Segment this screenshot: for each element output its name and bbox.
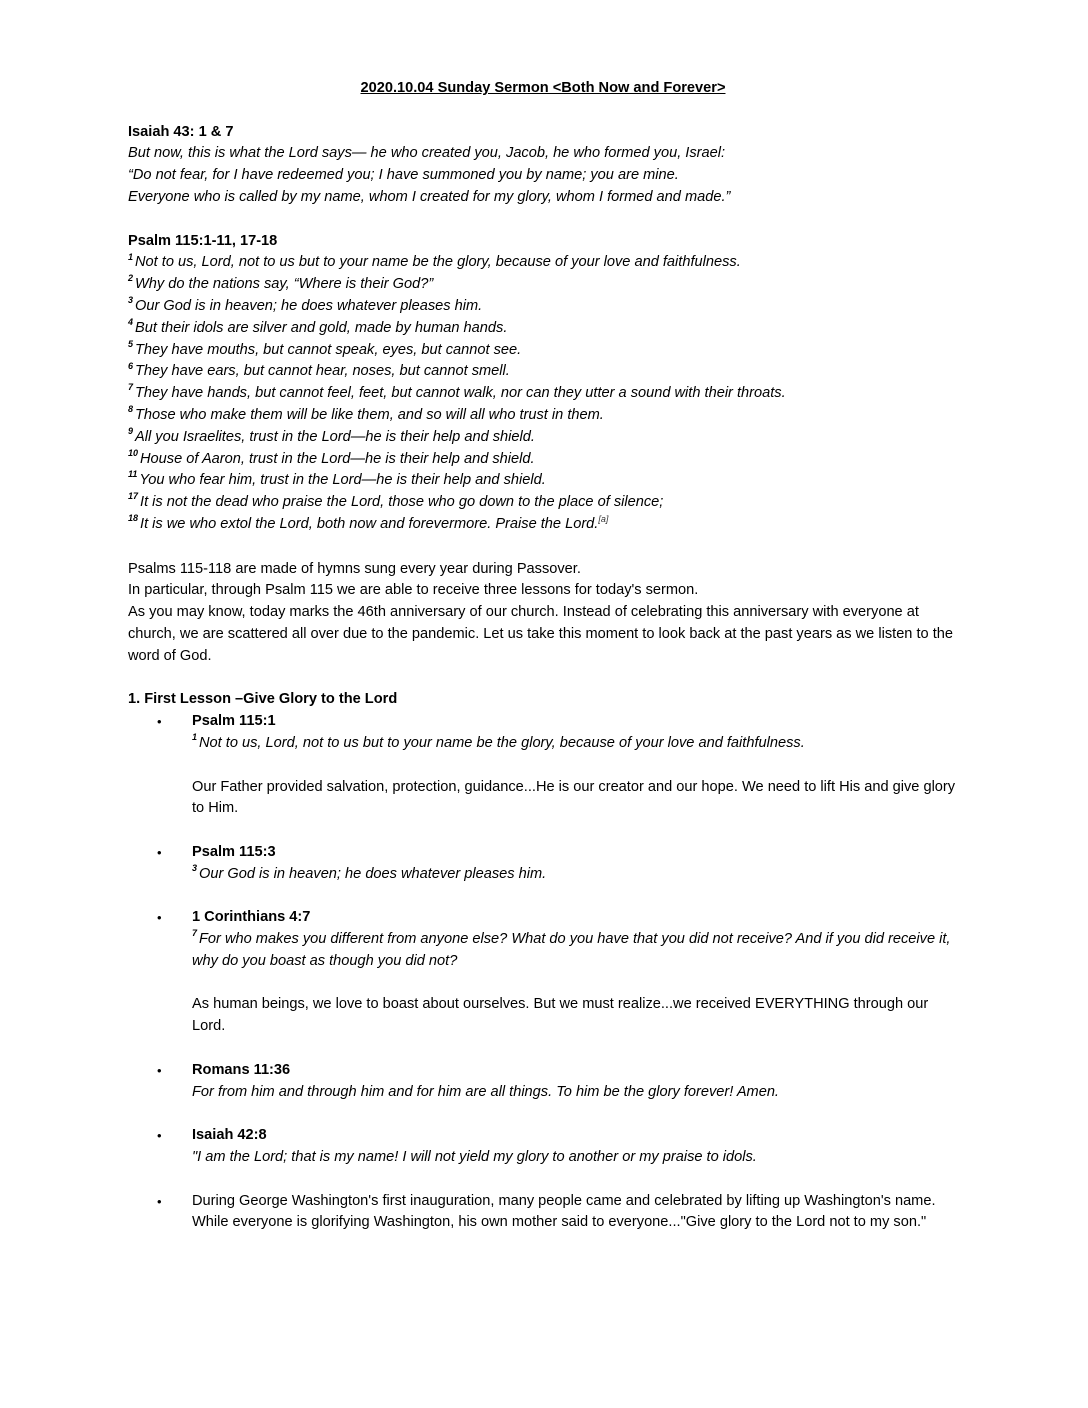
psalm-verse (128, 318, 958, 340)
bullet-icon: • (157, 910, 162, 926)
bullet-icon: • (157, 1062, 162, 1078)
psalm-verse (128, 361, 958, 383)
list-item (128, 1125, 958, 1190)
verse-number: 2 (128, 273, 134, 284)
psalm-verse (128, 492, 958, 514)
scripture-reference: Romans 11:36 (192, 1061, 291, 1078)
verse-text: They have ears, but cannot hear, noses, but cannot smell. (135, 363, 510, 380)
list-item (128, 1191, 958, 1235)
lesson1-heading: 1. First Lesson –Give Glory to the Lord (128, 691, 398, 708)
washington-story: During George Washington's first inauguration, many people came and celebrated by lifting up Washington's name. While everyone is glorifying Washington, his own mother said to everyone..."Give glory to the Lord not to my son." (192, 1192, 936, 1231)
verse-number: 8 (128, 404, 134, 415)
psalm-verse (128, 274, 958, 296)
psalm-verse (128, 296, 958, 318)
lesson1-list (128, 711, 958, 1234)
commentary: Our Father provided salvation, protection, guidance...He is our creator and our hope. We need to lift His and give glory to Him. (192, 778, 956, 817)
verse-text: For who makes you different from anyone else? What do you have that you did not receive? And if you did receive it, why do you boast as though you did not? (192, 931, 951, 969)
psalm115-heading: Psalm 115:1-11, 17-18 (128, 232, 278, 249)
verse-text: Our God is in heaven; he does whatever pleases him. (135, 297, 483, 314)
bullet-icon: • (157, 1128, 162, 1144)
psalm-verse (128, 405, 958, 427)
list-item (128, 907, 958, 1060)
isaiah43-line: Everyone who is called by my name, whom I created for my glory, whom I formed and made.” (128, 188, 731, 205)
verse-text: But their idols are silver and gold, made by human hands. (135, 319, 508, 336)
psalm-verse (128, 383, 958, 405)
verse-text: Our God is in heaven; he does whatever pleases him. (199, 865, 547, 882)
psalm-verse (128, 340, 958, 362)
bullet-icon: • (157, 844, 162, 860)
scripture-reference: 1 Corinthians 4:7 (192, 909, 311, 926)
psalm-verse (128, 514, 958, 537)
verse-number: 3 (128, 295, 134, 306)
psalm-verse (128, 427, 958, 449)
verse-number: 7 (192, 928, 198, 939)
verse-text: All you Israelites, trust in the Lord—he is their help and shield. (135, 428, 535, 445)
verse-text: It is we who extol the Lord, both now and forevermore. Praise the Lord. (140, 515, 599, 532)
scripture-reference: Psalm 115:1 (192, 713, 276, 730)
scripture-reference: Isaiah 42:8 (192, 1127, 267, 1144)
psalm-verse (128, 252, 958, 274)
verse-number: 6 (128, 360, 134, 371)
verse-number: 11 (128, 469, 138, 480)
verse-text: They have mouths, but cannot speak, eyes, but cannot see. (135, 341, 522, 358)
intro-paragraph: As you may know, today marks the 46th anniversary of our church. Instead of celebrating this anniversary with everyone at church, we are scattered all over due to the pandemic. Let us take this moment to look back at the past years as we listen to the word of God. (128, 604, 953, 664)
scripture-verse (192, 864, 958, 886)
lesson1-section (128, 689, 958, 1234)
verse-text: Those who make them will be like them, and so will all who trust in them. (135, 406, 604, 423)
bullet-icon: • (157, 714, 162, 730)
verse-text: Why do the nations say, “Where is their God?” (135, 276, 434, 293)
verse-text: Not to us, Lord, not to us but to your name be the glory, because of your love and faithfulness. (135, 254, 741, 271)
verse-text: They have hands, but cannot feel, feet, but cannot walk, nor can they utter a sound with their throats. (135, 385, 786, 402)
scripture-verse (192, 929, 958, 973)
verse-number: 3 (192, 862, 198, 873)
scripture-verse: "I am the Lord; that is my name! I will not yield my glory to another or my praise to idols. (192, 1149, 757, 1166)
scripture-verse (192, 733, 958, 755)
psalm-verse (128, 449, 958, 471)
intro-paragraph: In particular, through Psalm 115 we are able to receive three lessons for today's sermon. (128, 582, 699, 599)
verse-number: 5 (128, 338, 134, 349)
list-item (128, 842, 958, 907)
verse-number: 4 (128, 316, 134, 327)
intro-section (128, 559, 958, 668)
psalm-verse (128, 470, 958, 492)
intro-paragraph: Psalms 115-118 are made of hymns sung every year during Passover. (128, 560, 581, 577)
verse-number: 9 (128, 425, 134, 436)
verse-number: 18 (128, 513, 139, 524)
isaiah43-line: But now, this is what the Lord says— he who created you, Jacob, he who formed you, Israel: (128, 145, 726, 162)
list-item (128, 711, 958, 842)
commentary: As human beings, we love to boast about ourselves. But we must realize...we received EVERYTHING through our Lord. (192, 996, 929, 1035)
isaiah43-heading: Isaiah 43: 1 & 7 (128, 123, 234, 140)
verse-number: 10 (128, 447, 139, 458)
verse-number: 1 (192, 732, 198, 743)
verse-number: 1 (128, 251, 134, 262)
verse-number: 7 (128, 382, 134, 393)
document-page (128, 78, 958, 1234)
scripture-reference: Psalm 115:3 (192, 843, 276, 860)
verse-number: 17 (128, 491, 139, 502)
list-item (128, 1060, 958, 1125)
psalm115-section (128, 231, 958, 537)
verse-text: House of Aaron, trust in the Lord—he is their help and shield. (140, 450, 535, 467)
bullet-icon: • (157, 1193, 162, 1209)
footnote-link[interactable]: [a] (598, 513, 609, 524)
verse-text: It is not the dead who praise the Lord, those who go down to the place of silence; (140, 494, 664, 511)
scripture-verse: For from him and through him and for him are all things. To him be the glory forever! Amen. (192, 1083, 779, 1100)
verse-text: Not to us, Lord, not to us but to your name be the glory, because of your love and faithfulness. (199, 734, 805, 751)
isaiah43-section (128, 122, 958, 209)
page-title: 2020.10.04 Sunday Sermon <Both Now and Forever> (360, 80, 726, 96)
verse-text: You who fear him, trust in the Lord—he is their help and shield. (139, 472, 546, 489)
isaiah43-line: “Do not fear, for I have redeemed you; I have summoned you by name; you are mine. (128, 167, 679, 184)
